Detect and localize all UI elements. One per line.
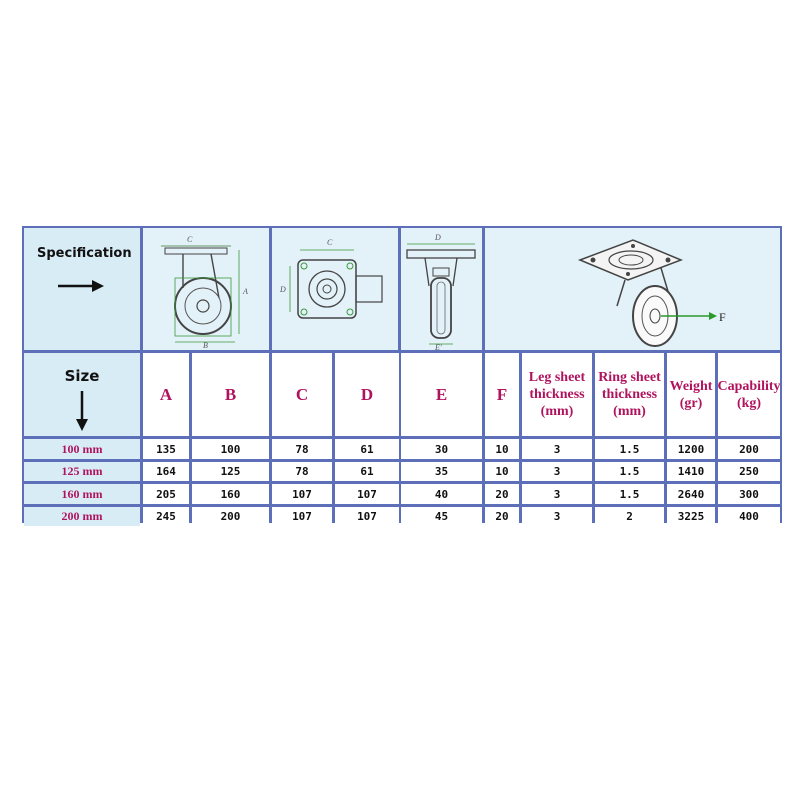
specification-label: Specification: [37, 246, 132, 261]
column-header-text: Weight: [669, 378, 713, 394]
table-cell: 107: [272, 507, 332, 526]
column-header-text: (mm): [540, 404, 574, 419]
table-cell: 61: [335, 439, 399, 459]
table-cell: 205: [143, 484, 189, 504]
column-header-text: A: [159, 384, 173, 404]
table-cell: 200: [718, 439, 780, 459]
table-cell: 1.5: [595, 462, 664, 481]
row-size-label: 125 mm: [24, 462, 140, 481]
table-cell: 107: [335, 507, 399, 526]
diagram-label-a: A: [243, 287, 248, 296]
table-cell: 1410: [667, 462, 715, 481]
table-cell: 2: [595, 507, 664, 526]
table-cell: 61: [335, 462, 399, 481]
column-header-text: thickness: [601, 387, 658, 402]
table-cell: 3: [522, 462, 592, 481]
caster-front-view-icon: [401, 228, 482, 350]
arrow-right-icon: [56, 276, 106, 296]
diagram-label-d: D: [435, 233, 441, 242]
size-header-cell: [24, 353, 140, 436]
top-view-diagram: [272, 228, 398, 350]
diagram-label-b: B: [203, 341, 208, 350]
table-cell: 300: [718, 484, 780, 504]
column-header-c: [272, 353, 332, 436]
column-header-text: E: [435, 384, 448, 404]
column-header-text: Ring sheet: [598, 370, 661, 385]
table-cell: 40: [401, 484, 482, 504]
table-cell: 78: [272, 439, 332, 459]
row-size-label: 200 mm: [24, 507, 140, 526]
column-header-f: [485, 353, 519, 436]
table-cell: 35: [401, 462, 482, 481]
table-cell: 400: [718, 507, 780, 526]
table-cell: 164: [143, 462, 189, 481]
column-header-ring: [595, 353, 664, 436]
perspective-view-diagram: [485, 228, 780, 350]
table-cell: 1.5: [595, 484, 664, 504]
table-cell: 125: [192, 462, 269, 481]
table-cell: 107: [335, 484, 399, 504]
column-header-text: Capability: [717, 378, 781, 394]
table-cell: 30: [401, 439, 482, 459]
diagram-label-e: E': [435, 343, 442, 350]
caster-side-view-icon: [143, 228, 269, 350]
table-cell: 250: [718, 462, 780, 481]
column-header-d: [335, 353, 399, 436]
column-header-text: (gr): [679, 395, 703, 411]
spec-table: [22, 226, 782, 523]
table-cell: 1.5: [595, 439, 664, 459]
table-cell: 10: [485, 439, 519, 459]
column-header-leg: [522, 353, 592, 436]
table-cell: 20: [485, 507, 519, 526]
side-view-diagram: [143, 228, 269, 350]
diagram-label-f: F: [719, 310, 726, 324]
column-header-text: F: [496, 384, 508, 404]
table-cell: 200: [192, 507, 269, 526]
column-header-text: thickness: [529, 387, 585, 402]
table-cell: 3: [522, 507, 592, 526]
table-cell: 135: [143, 439, 189, 459]
table-cell: 10: [485, 462, 519, 481]
column-header-a: [143, 353, 189, 436]
table-cell: 107: [272, 484, 332, 504]
specification-cell: [24, 228, 140, 350]
row-size-label: 100 mm: [24, 439, 140, 459]
table-cell: 245: [143, 507, 189, 526]
column-header-e: [401, 353, 482, 436]
table-cell: 1200: [667, 439, 715, 459]
column-header-text: (kg): [736, 395, 762, 411]
caster-perspective-icon: [485, 228, 780, 350]
table-cell: 100: [192, 439, 269, 459]
column-header-weight: [667, 353, 715, 436]
front-view-diagram: [401, 228, 482, 350]
table-cell: 160: [192, 484, 269, 504]
column-header-cap: [718, 353, 780, 436]
table-cell: 3: [522, 484, 592, 504]
table-cell: 20: [485, 484, 519, 504]
diagram-label-c: C: [187, 235, 193, 244]
column-header-text: B: [224, 384, 237, 404]
column-header-text: D: [360, 384, 374, 404]
diagram-label-d: D: [280, 285, 286, 294]
table-cell: 78: [272, 462, 332, 481]
arrow-down-icon: [72, 389, 92, 433]
column-header-text: C: [295, 384, 309, 404]
column-header-text: (mm): [613, 404, 646, 419]
diagram-label-c: C: [327, 238, 333, 247]
table-cell: 3: [522, 439, 592, 459]
column-header-text: Leg sheet: [528, 370, 586, 385]
size-label: Size: [64, 367, 100, 385]
table-cell: 45: [401, 507, 482, 526]
table-cell: 3225: [667, 507, 715, 526]
column-header-b: [192, 353, 269, 436]
table-cell: 2640: [667, 484, 715, 504]
caster-top-view-icon: [272, 228, 398, 350]
row-size-label: 160 mm: [24, 484, 140, 504]
